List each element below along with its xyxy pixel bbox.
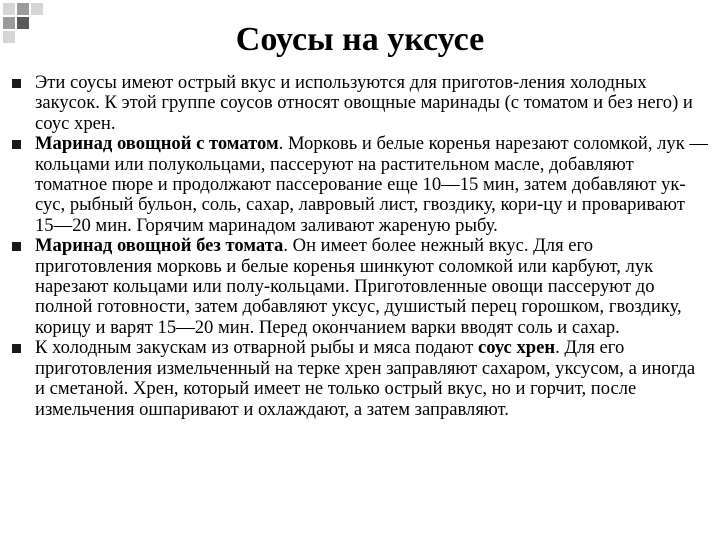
bullet-text: . Для его приготовления измельченный на терке хрен заправляют сахаром, уксусом, а иногда и сметаной. Хрен, который имеет не только острый вкус, но и горчит, после измельчения ошпаривают и охлаждают, а затем заправляют. — [35, 337, 696, 420]
square-bullet-icon — [12, 79, 21, 88]
bullet-bold-term: Маринад овощной с томатом — [35, 133, 279, 155]
bullet-item — [12, 73, 708, 134]
bullet-bold-term: Маринад овощной без томата — [35, 235, 284, 257]
bullet-item — [12, 236, 708, 338]
decor-square — [17, 3, 29, 15]
bullet-list — [12, 73, 708, 420]
bullet-text: Эти соусы имеют острый вкус и используются для приготов-ления холодных закусок. К этой группе соусов относят овощные маринады (с томатом и без него) и соус хрен. — [35, 72, 693, 134]
bullet-text: . Морковь и белые коренья нарезают соломкой, лук — кольцами или полукольцами, пассеруют на растительном масле, добавляют томатное пюре и продолжают пассерование еще 10—15 мин, затем добавляют ук-сус, рыбный бульон, соль, сахар, лавровый лист, гвоздику, кори-цу и проваривают 15—20 мин. Горячим маринадом заливают жареную рыбу. — [35, 133, 709, 236]
bullet-text: . Он имеет более нежный вкус. Для его приготовления морковь и белые коренья шинкуют соломкой или карбуют, лук нарезают кольцами или полу-кольцами. Приготовленные овощи пассеруют до полной готовности, затем добавляют уксус, душистый перец горошком, гвоздику, корицу и варят 15—20 мин. Перед окончанием варки вводят соль и сахар. — [35, 235, 682, 338]
bullet-item — [12, 338, 708, 420]
square-bullet-icon — [12, 242, 21, 251]
decor-square — [31, 3, 43, 15]
bullet-item — [12, 134, 708, 236]
bullet-text-before: К холодным закускам из отварной рыбы и мяса подают — [35, 337, 478, 359]
decor-square — [3, 3, 15, 15]
slide-title: Соусы на уксусе — [235, 21, 485, 58]
square-bullet-icon — [12, 344, 21, 353]
square-bullet-icon — [12, 140, 21, 149]
bullet-bold-term: соус хрен — [477, 337, 556, 359]
